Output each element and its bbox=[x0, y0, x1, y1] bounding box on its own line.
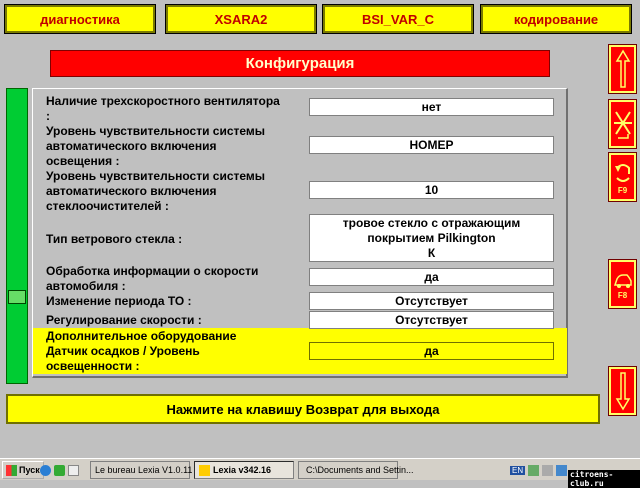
scroll-down-button[interactable] bbox=[609, 367, 636, 415]
row-value[interactable]: да bbox=[309, 268, 554, 286]
taskbar bbox=[0, 458, 640, 480]
tab-vehicle[interactable]: XSARA2 bbox=[166, 5, 316, 33]
tab-coding[interactable]: кодирование bbox=[481, 5, 631, 33]
taskbar-item-label: Lexia v342.16 bbox=[213, 465, 272, 475]
row-label: Изменение периода ТО : bbox=[46, 294, 192, 308]
tray-icon[interactable] bbox=[528, 465, 539, 476]
desktop-icon[interactable] bbox=[68, 465, 79, 476]
tab-ecu[interactable]: BSI_VAR_C bbox=[323, 5, 473, 33]
scrollbar-thumb[interactable] bbox=[8, 290, 26, 304]
row-label: Регулирование скорости : bbox=[46, 313, 202, 327]
language-indicator[interactable]: EN bbox=[512, 465, 524, 475]
row-label: Тип ветрового стекла : bbox=[46, 232, 183, 246]
taskbar-item-lexia-desktop[interactable] bbox=[90, 461, 193, 479]
row-value[interactable]: 10 bbox=[309, 181, 554, 199]
f9-label: F9 bbox=[617, 185, 628, 195]
scrollbar-track[interactable] bbox=[6, 88, 28, 384]
row-value[interactable]: Отсутствует bbox=[309, 292, 554, 310]
row-label: Наличие трехскоростного вентилятора : bbox=[46, 94, 280, 123]
row-label: Дополнительное оборудование Датчик осадков / Уровень освещенности : bbox=[46, 329, 237, 373]
browser-icon[interactable] bbox=[40, 465, 51, 476]
refresh-icon bbox=[613, 160, 633, 186]
tab-diagnostics[interactable]: диагностика bbox=[5, 5, 155, 33]
row-value[interactable]: НОМЕР bbox=[309, 136, 554, 154]
row-label: Уровень чувствительности системы автоматического включения освещения : bbox=[46, 124, 266, 168]
tray-icon[interactable] bbox=[542, 465, 553, 476]
taskbar-item-label: Le bureau Lexia V1.0.11 bbox=[95, 465, 193, 475]
exit-icon bbox=[612, 104, 634, 144]
row-label: Обработка информации о скорости автомобиля : bbox=[46, 264, 259, 293]
taskbar-item-folder[interactable] bbox=[298, 461, 414, 479]
exit-button[interactable] bbox=[609, 100, 636, 148]
quicklaunch-icon[interactable] bbox=[54, 465, 65, 476]
exit-instruction: Нажмите на клавишу Возврат для выхода bbox=[6, 394, 600, 424]
row-label: Уровень чувствительности системы автоматического включения стеклоочистителей : bbox=[46, 169, 266, 213]
row-value[interactable]: Отсутствует bbox=[309, 311, 554, 329]
row-value[interactable]: нет bbox=[309, 98, 554, 116]
taskbar-item-lexia[interactable] bbox=[194, 461, 294, 479]
arrow-down-icon bbox=[616, 371, 630, 411]
start-button[interactable] bbox=[2, 461, 44, 479]
watermark: citroens-club.ru bbox=[568, 470, 640, 488]
page-title: Конфигурация bbox=[50, 50, 550, 77]
system-tray bbox=[510, 461, 567, 479]
f8-button[interactable] bbox=[609, 260, 636, 308]
f9-refresh-button[interactable] bbox=[609, 153, 636, 201]
windows-logo-icon bbox=[6, 465, 17, 476]
car-icon bbox=[613, 269, 633, 291]
start-label: Пуск bbox=[19, 465, 40, 475]
scroll-up-button[interactable] bbox=[609, 45, 636, 93]
taskbar-item-label: C:\Documents and Settin... bbox=[306, 465, 414, 475]
lexia-icon bbox=[199, 465, 210, 476]
tray-icon[interactable] bbox=[556, 465, 567, 476]
row-value[interactable]: да bbox=[309, 342, 554, 360]
row-value[interactable]: тровое стекло с отражающим покрытием Pilkington К bbox=[309, 214, 554, 262]
arrow-up-icon bbox=[616, 49, 630, 89]
f8-label: F8 bbox=[617, 290, 628, 300]
